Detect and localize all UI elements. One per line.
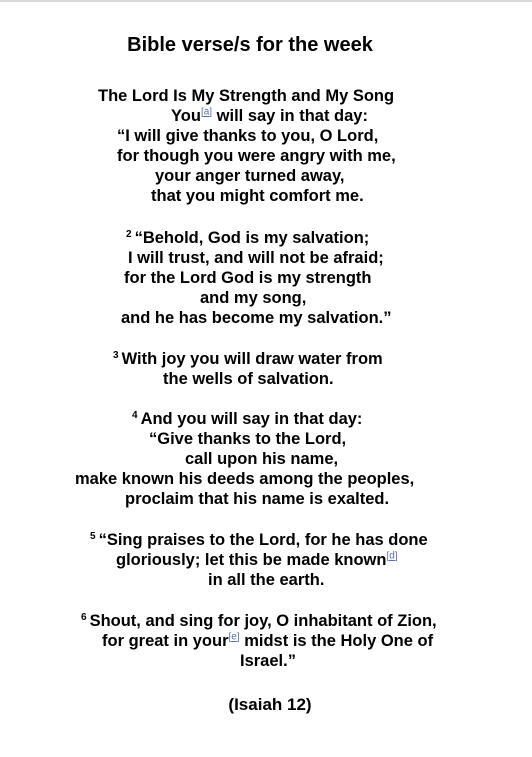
verse-4-line-5: proclaim that his name is exalted. bbox=[125, 490, 390, 508]
verse-number-2: 2 bbox=[126, 228, 132, 240]
verse-5-line-3: in all the earth. bbox=[208, 571, 325, 589]
verse-2-line-3: for the Lord God is my strength bbox=[124, 269, 372, 287]
verse-1-line-4: your anger turned away, bbox=[155, 167, 345, 185]
verse-6-line-2 bbox=[102, 631, 433, 651]
verse-4-text: And you will say in that day: bbox=[140, 410, 363, 428]
verse-4-line-1 bbox=[132, 409, 362, 429]
footnote-link-e[interactable]: [ $^e$ ] bbox=[229, 632, 240, 643]
verse-2-line-2: I will trust, and will not be afraid; bbox=[128, 249, 384, 267]
verse-3-line-1 bbox=[113, 349, 383, 369]
verse-6-line-3: Israel.” bbox=[240, 652, 296, 670]
verse-6-line-1 bbox=[81, 611, 437, 631]
verse-4-line-2: “Give thanks to the Lord, bbox=[149, 430, 347, 448]
footnote-link-d[interactable]: [ $^d$ ] bbox=[386, 551, 397, 562]
verse-6-text-post: midst is the Holy One of bbox=[239, 632, 434, 650]
verse-number-3: 3 bbox=[113, 349, 119, 361]
verse-5-text-cont: gloriously; let this be made known bbox=[116, 551, 387, 569]
scripture-reference: (Isaiah 12) bbox=[228, 695, 312, 714]
verse-1-line-3: for though you were angry with me, bbox=[117, 147, 396, 165]
passage-heading: The Lord Is My Strength and My Song bbox=[98, 87, 395, 105]
verse-4-line-3: call upon his name, bbox=[185, 450, 339, 468]
verse-5-line-2 bbox=[116, 550, 398, 570]
verse-number-6: 6 bbox=[81, 611, 87, 623]
verse-1-text-cont: will say in that day: bbox=[212, 107, 368, 125]
page-title: Bible verse/s for the week bbox=[127, 34, 373, 56]
verse-number-5: 5 bbox=[90, 530, 96, 542]
verse-3-text: With joy you will draw water from bbox=[121, 350, 383, 368]
verse-number-4: 4 bbox=[132, 409, 138, 421]
verse-1-line-2: “I will give thanks to you, O Lord, bbox=[117, 127, 379, 145]
verse-1-line-5: that you might comfort me. bbox=[151, 187, 364, 205]
verse-6-text: Shout, and sing for joy, O inhabitant of Zion, bbox=[89, 612, 437, 630]
verse-2-line-1 bbox=[126, 228, 369, 248]
verse-4-line-4: make known his deeds among the peoples, bbox=[75, 470, 415, 488]
verse-3-line-2: the wells of salvation. bbox=[163, 370, 334, 388]
verse-2-text: “Behold, God is my salvation; bbox=[134, 229, 370, 247]
verse-2-line-4: and my song, bbox=[200, 289, 307, 307]
verse-6-text-pre: for great in your bbox=[102, 632, 229, 650]
verse-1-text: You bbox=[171, 107, 201, 125]
verse-5-text: “Sing praises to the Lord, for he has done bbox=[98, 531, 428, 549]
verse-5-line-1 bbox=[90, 530, 428, 550]
footnote-link-a[interactable]: [ $^a$ ] bbox=[201, 107, 212, 118]
verse-1-line-1 bbox=[171, 106, 368, 126]
verse-2-line-5: and he has become my salvation.” bbox=[121, 309, 392, 327]
